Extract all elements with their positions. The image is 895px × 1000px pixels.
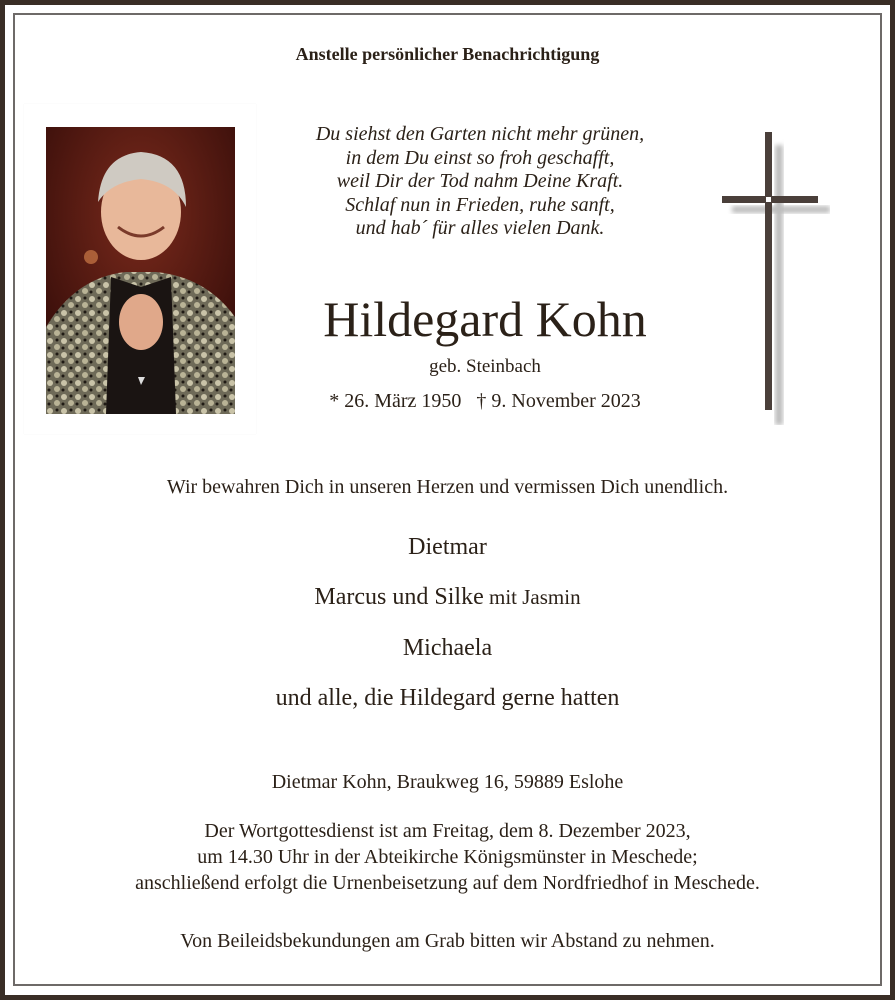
portrait-photo bbox=[46, 127, 235, 414]
deceased-name: Hildegard Kohn bbox=[323, 291, 647, 347]
mourner-dietmar: Dietmar bbox=[408, 534, 487, 560]
service-line: Der Wortgottesdienst ist am Freitag, dem 8. Dezember 2023, bbox=[204, 820, 691, 842]
portrait-image-icon bbox=[46, 127, 235, 414]
death-date: † 9. November 2023 bbox=[476, 390, 641, 412]
mourner-michaela: Michaela bbox=[402, 635, 493, 661]
closing-note: Von Beileidsbekundungen am Grab bitten wir Abstand zu nehmen. bbox=[180, 930, 715, 952]
service-line: um 14.30 Uhr in der Abteikirche Königsmünster in Meschede; bbox=[197, 846, 698, 868]
service-info bbox=[0, 818, 895, 896]
poem-line: weil Dir der Tod nahm Deine Kraft. bbox=[336, 170, 624, 192]
poem bbox=[280, 123, 680, 241]
cross-icon bbox=[720, 130, 830, 425]
poem-line: in dem Du einst so froh geschafft, bbox=[345, 146, 615, 169]
mourner-others: und alle, die Hildegard gerne hatten bbox=[275, 685, 620, 711]
birth-date: * 26. März 1950 bbox=[329, 390, 462, 412]
poem-line: und hab´ für alles vielen Dank. bbox=[355, 217, 605, 239]
header-notice: Anstelle persönlicher Benachrichtigung bbox=[295, 44, 600, 64]
contact-address: Dietmar Kohn, Braukweg 16, 59889 Eslohe bbox=[271, 771, 624, 793]
mourner-sub: mit Jasmin bbox=[483, 585, 581, 609]
mourner-main: Marcus und Silke bbox=[314, 584, 484, 610]
life-dates bbox=[290, 390, 680, 413]
mourner-marcus-silke bbox=[0, 584, 895, 611]
birth-name: geb. Steinbach bbox=[429, 356, 541, 377]
service-line: anschließend erfolgt die Urnenbeisetzung auf dem Nordfriedhof in Meschede. bbox=[135, 872, 760, 894]
poem-line: Du siehst den Garten nicht mehr grünen, bbox=[315, 123, 645, 145]
farewell-text: Wir bewahren Dich in unseren Herzen und vermissen Dich unendlich. bbox=[166, 476, 729, 498]
poem-line: Schlaf nun in Frieden, ruhe sanft, bbox=[345, 193, 615, 216]
